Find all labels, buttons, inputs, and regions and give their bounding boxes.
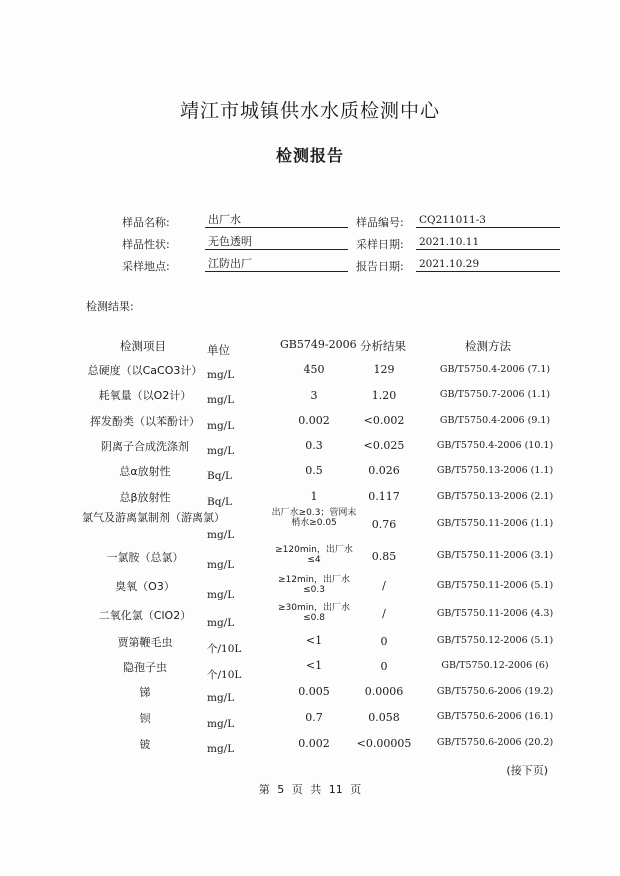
sample-name-label: 样品名称:	[122, 216, 170, 229]
table-row-result: 0	[380, 660, 388, 673]
sampling-site-value: 江防出厂	[205, 257, 348, 272]
table-row-standard: 0.7	[305, 711, 323, 724]
table-row-standard: 0.3	[305, 439, 323, 452]
table-row-result: /	[382, 607, 386, 620]
table-row-standard: ≥30min，出厂水≤0.8	[278, 603, 350, 623]
table-row-method: GB/T5750.12-2006 (6)	[441, 660, 549, 671]
table-row-unit: Bq/L	[207, 470, 232, 482]
table-row-method: GB/T5750.4-2006 (9.1)	[439, 415, 551, 426]
table-row-method: GB/T5750.6-2006 (16.1)	[436, 711, 554, 722]
table-row-result: 0.76	[371, 518, 397, 531]
table-row-unit: 个/10L	[207, 643, 242, 655]
table-row-result: <0.025	[363, 439, 405, 452]
table-row-result: 129	[373, 363, 395, 376]
report-title: 检测报告	[275, 146, 344, 165]
page-number-footer: 第 5 页 共 11 页	[258, 783, 362, 796]
organization-title: 靖江市城镇供水水质检测中心	[179, 100, 440, 122]
table-row-item: 锑	[139, 686, 151, 699]
sample-id-label: 样品编号:	[356, 216, 404, 229]
table-row-standard: 450	[303, 363, 325, 376]
table-row-item: 铍	[139, 738, 151, 751]
table-row-standard: 0.002	[298, 414, 330, 427]
table-row-unit: mg/L	[207, 559, 235, 571]
table-row-result: 0	[380, 635, 388, 648]
sampling-date-label: 采样日期:	[356, 238, 404, 251]
table-row-item: 阴离子合成洗涤剂	[101, 440, 189, 453]
table-row-method: GB/T5750.11-2006 (4.3)	[436, 608, 554, 619]
table-row-unit: mg/L	[207, 589, 235, 601]
table-row-unit: 个/10L	[207, 669, 242, 681]
table-row-method: GB/T5750.4-2006 (10.1)	[436, 440, 554, 451]
column-header-unit: 单位	[207, 343, 230, 357]
table-row-item: 总硬度（以CaCO3计）	[87, 364, 203, 377]
sampling-date-value: 2021.10.11	[416, 235, 560, 250]
table-row-standard: ≥120min，出厂水≤4	[275, 545, 353, 565]
table-row-standard: <1	[305, 634, 323, 647]
table-row-method: GB/T5750.11-2006 (1.1)	[436, 518, 554, 529]
sample-name-value: 出厂水	[205, 213, 348, 228]
table-row-result: 0.0006	[364, 685, 404, 698]
table-row-result: 1.20	[371, 389, 397, 402]
table-row-item: 贾第鞭毛虫	[117, 636, 173, 649]
sample-id-value: CQ211011-3	[416, 213, 560, 228]
column-header-item: 检测项目	[120, 339, 166, 353]
table-row-unit: mg/L	[207, 394, 235, 406]
table-row-standard: 0.5	[305, 464, 323, 477]
table-row-item: 总α放射性	[119, 465, 171, 478]
table-row-item: 总β放射性	[119, 491, 171, 504]
table-row-method: GB/T5750.6-2006 (20.2)	[436, 737, 554, 748]
table-row-item: 隐孢子虫	[123, 661, 167, 674]
continued-note: (接下页)	[506, 764, 548, 777]
table-row-standard: 0.002	[298, 737, 330, 750]
table-row-method: GB/T5750.12-2006 (5.1)	[436, 635, 554, 646]
table-row-standard: <1	[305, 659, 323, 672]
table-row-method: GB/T5750.11-2006 (5.1)	[436, 580, 554, 591]
table-row-unit: Bq/L	[207, 496, 232, 508]
table-row-result: /	[382, 579, 386, 592]
column-header-standard: GB5749-2006	[280, 338, 357, 351]
table-row-method: GB/T5750.4-2006 (7.1)	[439, 364, 551, 375]
table-row-result: 0.85	[371, 550, 397, 563]
table-row-standard: ≥12min，出厂水≤0.3	[278, 575, 350, 595]
table-row-unit: mg/L	[207, 718, 235, 730]
table-row-unit: mg/L	[207, 529, 235, 541]
table-row-item: 耗氧量（以O2计）	[98, 389, 192, 402]
table-row-item: 臭氧（O3）	[115, 580, 175, 593]
column-header-method: 检测方法	[465, 339, 511, 353]
table-row-item: 氯气及游离氯制剂（游离氯）	[82, 511, 225, 524]
table-row-result: <0.002	[363, 414, 405, 427]
table-row-item: 挥发酚类（以苯酚计）	[90, 415, 200, 428]
table-row-result: 0.026	[368, 464, 400, 477]
sample-property-label: 样品性状:	[122, 238, 170, 251]
table-row-item: 二氧化氯（ClO2）	[98, 609, 192, 622]
results-section-label: 检测结果:	[86, 300, 134, 313]
table-row-method: GB/T5750.6-2006 (19.2)	[436, 686, 554, 697]
table-row-unit: mg/L	[207, 743, 235, 755]
table-row-unit: mg/L	[207, 692, 235, 704]
table-row-method: GB/T5750.11-2006 (3.1)	[436, 550, 554, 561]
table-row-unit: mg/L	[207, 369, 235, 381]
table-row-item: 一氯胺（总氯）	[106, 551, 184, 564]
column-header-result: 分析结果	[360, 339, 406, 353]
sample-property-value: 无色透明	[205, 235, 348, 250]
table-row-standard: 出厂水≥0.3；管网末梢水≥0.05	[271, 508, 357, 528]
table-row-item: 钡	[139, 712, 151, 725]
table-row-standard: 3	[310, 389, 318, 402]
report-date-label: 报告日期:	[356, 260, 404, 273]
table-row-method: GB/T5750.7-2006 (1.1)	[439, 389, 551, 400]
report-date-value: 2021.10.29	[416, 257, 560, 272]
table-row-method: GB/T5750.13-2006 (2.1)	[436, 491, 554, 502]
table-row-unit: mg/L	[207, 420, 235, 432]
table-row-standard: 0.005	[298, 685, 330, 698]
table-row-result: 0.117	[368, 490, 400, 503]
table-row-unit: mg/L	[207, 445, 235, 457]
sampling-site-label: 采样地点:	[122, 260, 170, 273]
table-row-unit: mg/L	[207, 617, 235, 629]
table-row-standard: 1	[310, 490, 318, 503]
table-row-result: <0.00005	[356, 737, 412, 750]
table-row-method: GB/T5750.13-2006 (1.1)	[436, 465, 554, 476]
table-row-result: 0.058	[368, 711, 400, 724]
